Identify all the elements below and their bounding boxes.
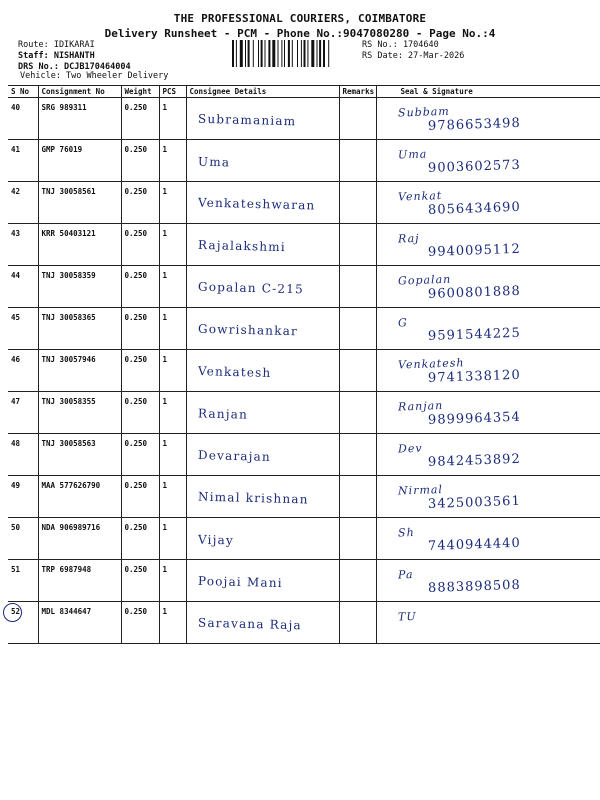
remarks-cell: [339, 518, 376, 560]
consignee-cell: [186, 182, 339, 224]
signature-phone: 9741338120: [427, 367, 521, 387]
pcs-cell: 1: [159, 392, 186, 434]
remarks-cell: [339, 560, 376, 602]
table-row: [8, 392, 600, 434]
vehicle-label: Vehicle: Two Wheeler Delivery: [20, 71, 169, 81]
pcs-cell: 1: [159, 98, 186, 140]
signature-name: Dev: [397, 441, 423, 456]
signature-name: Subbam: [397, 104, 450, 120]
col-header-weight: Weight: [121, 86, 159, 98]
signature-phone: 9899964354: [427, 409, 521, 429]
signature-cell: [376, 98, 600, 140]
remarks-cell: [339, 434, 376, 476]
consignment-cell: TRP 6987948: [38, 560, 121, 602]
weight-cell: 0.250: [121, 602, 159, 644]
table-row: [8, 266, 600, 308]
consignee-cell: [186, 560, 339, 602]
consignee-handwritten-name: Gowrishankar: [197, 321, 298, 339]
remarks-cell: [339, 266, 376, 308]
consignee-cell: [186, 518, 339, 560]
sno-cell: 51: [8, 560, 38, 602]
signature-phone: 8883898508: [427, 577, 521, 597]
consignee-handwritten-name: Rajalakshmi: [197, 237, 286, 255]
table-row: [8, 602, 600, 644]
consignment-cell: GMP 76019: [38, 140, 121, 182]
remarks-cell: [339, 476, 376, 518]
table-row: [8, 560, 600, 602]
consignee-cell: [186, 140, 339, 182]
consignee-cell: [186, 98, 339, 140]
consignment-cell: TNJ 30058355: [38, 392, 121, 434]
remarks-cell: [339, 392, 376, 434]
drs-label: DRS No.: DCJB170464004: [18, 62, 131, 72]
consignee-handwritten-name: Venkateshwaran: [197, 195, 316, 213]
barcode: [232, 40, 358, 67]
pcs-cell: 1: [159, 266, 186, 308]
signature-phone: 7440944440: [427, 535, 521, 555]
route-info: [18, 40, 131, 73]
weight-cell: 0.250: [121, 308, 159, 350]
consignee-cell: [186, 266, 339, 308]
consignment-cell: NDA 906989716: [38, 518, 121, 560]
pcs-cell: 1: [159, 602, 186, 644]
consignment-cell: TNJ 30058359: [38, 266, 121, 308]
weight-cell: 0.250: [121, 140, 159, 182]
signature-name: Uma: [397, 147, 428, 162]
signature-cell: [376, 182, 600, 224]
col-header-remarks: Remarks: [339, 86, 376, 98]
consignee-handwritten-name: Poojai Mani: [197, 573, 283, 591]
col-header-pcs: PCS: [159, 86, 186, 98]
sno-cell: 41: [8, 140, 38, 182]
circled-row-mark: [3, 603, 22, 622]
consignment-cell: SRG 989311: [38, 98, 121, 140]
weight-cell: 0.250: [121, 518, 159, 560]
company-title: THE PROFESSIONAL COURIERS, COIMBATORE: [173, 12, 427, 25]
weight-cell: 0.250: [121, 98, 159, 140]
sno-cell: 48: [8, 434, 38, 476]
weight-cell: 0.250: [121, 182, 159, 224]
table-row: [8, 350, 600, 392]
col-header-consignee: Consignee Details: [186, 86, 339, 98]
signature-name: TU: [397, 609, 417, 624]
rs-number: RS No.: 1704640: [362, 40, 439, 50]
consignee-cell: [186, 434, 339, 476]
consignment-cell: MDL 8344647: [38, 602, 121, 644]
pcs-cell: 1: [159, 224, 186, 266]
signature-name: Pa: [397, 567, 414, 582]
signature-phone: 9786653498: [427, 115, 521, 135]
table-row: [8, 140, 600, 182]
signature-phone: 3425003561: [427, 493, 521, 513]
consignment-cell: KRR 50403121: [38, 224, 121, 266]
table-row: [8, 182, 600, 224]
signature-cell: [376, 350, 600, 392]
consignment-cell: MAA 577626790: [38, 476, 121, 518]
signature-cell: [376, 476, 600, 518]
consignee-handwritten-name: Nimal krishnan: [197, 489, 309, 507]
consignee-handwritten-name: Ranjan: [197, 406, 248, 422]
signature-name: Nirmal: [397, 482, 443, 498]
consignee-cell: [186, 224, 339, 266]
signature-cell: [376, 392, 600, 434]
signature-name: G: [397, 316, 408, 330]
table-header-row: [8, 86, 600, 98]
consignee-handwritten-name: Uma: [197, 154, 230, 170]
runsheet-table: [8, 85, 600, 644]
weight-cell: 0.250: [121, 434, 159, 476]
pcs-cell: 1: [159, 560, 186, 602]
signature-cell: [376, 434, 600, 476]
consignee-cell: [186, 392, 339, 434]
weight-cell: 0.250: [121, 350, 159, 392]
consignee-handwritten-name: Subramaniam: [197, 111, 297, 129]
sno-cell: 42: [8, 182, 38, 224]
remarks-cell: [339, 98, 376, 140]
table-row: [8, 518, 600, 560]
consignee-handwritten-name: Saravana Raja: [197, 615, 302, 633]
consignment-cell: TNJ 30058563: [38, 434, 121, 476]
signature-cell: [376, 518, 600, 560]
col-header-signature: Seal & Signature: [376, 86, 600, 98]
remarks-cell: [339, 308, 376, 350]
remarks-cell: [339, 140, 376, 182]
rs-info: [362, 40, 464, 62]
signature-name: Gopalan: [397, 272, 451, 288]
signature-name: Ranjan: [397, 398, 443, 414]
weight-cell: 0.250: [121, 224, 159, 266]
sno-cell: 43: [8, 224, 38, 266]
signature-cell: [376, 560, 600, 602]
sno-cell: 46: [8, 350, 38, 392]
signature-name: Raj: [397, 231, 420, 246]
staff-label: Staff: NISHANTH: [18, 51, 95, 61]
signature-cell: [376, 602, 600, 644]
sno-cell: 49: [8, 476, 38, 518]
consignment-cell: TNJ 30057946: [38, 350, 121, 392]
consignee-handwritten-name: Venkatesh: [197, 364, 272, 380]
signature-cell: [376, 224, 600, 266]
pcs-cell: 1: [159, 350, 186, 392]
rs-date: RS Date: 27-Mar-2026: [362, 51, 465, 61]
table-row: [8, 476, 600, 518]
pcs-cell: 1: [159, 182, 186, 224]
signature-phone: 9591544225: [427, 325, 521, 345]
col-header-sno: S No: [8, 86, 38, 98]
consignee-cell: [186, 476, 339, 518]
runsheet-subtitle: Delivery Runsheet - PCM - Phone No.:9047080280 - Page No.:4: [104, 27, 496, 40]
weight-cell: 0.250: [121, 560, 159, 602]
remarks-cell: [339, 182, 376, 224]
sno-cell: 50: [8, 518, 38, 560]
remarks-cell: [339, 350, 376, 392]
consignee-cell: [186, 350, 339, 392]
weight-cell: 0.250: [121, 266, 159, 308]
signature-phone: 9600801888: [427, 283, 521, 303]
signature-cell: [376, 140, 600, 182]
weight-cell: 0.250: [121, 476, 159, 518]
table-row: [8, 98, 600, 140]
pcs-cell: 1: [159, 476, 186, 518]
signature-name: Sh: [397, 525, 415, 540]
signature-phone: 9842453892: [427, 451, 521, 471]
signature-phone: 8056434690: [427, 199, 521, 219]
consignment-cell: TNJ 30058365: [38, 308, 121, 350]
consignment-cell: TNJ 30058561: [38, 182, 121, 224]
signature-cell: [376, 308, 600, 350]
signature-phone: 9003602573: [427, 157, 521, 177]
sno-cell: 47: [8, 392, 38, 434]
remarks-cell: [339, 602, 376, 644]
route-label: Route: IDIKARAI: [18, 40, 95, 50]
table-row: [8, 308, 600, 350]
pcs-cell: 1: [159, 518, 186, 560]
pcs-cell: 1: [159, 140, 186, 182]
table-row: [8, 434, 600, 476]
signature-cell: [376, 266, 600, 308]
signature-phone: 9940095112: [427, 241, 521, 261]
pcs-cell: 1: [159, 434, 186, 476]
signature-name: Venkatesh: [397, 356, 465, 372]
sno-cell: 45: [8, 308, 38, 350]
consignee-handwritten-name: Gopalan C-215: [197, 279, 304, 297]
col-header-consignment: Consignment No: [38, 86, 121, 98]
pcs-cell: 1: [159, 308, 186, 350]
weight-cell: 0.250: [121, 392, 159, 434]
consignee-handwritten-name: Vijay: [197, 532, 234, 548]
sno-cell: 40: [8, 98, 38, 140]
consignee-handwritten-name: Devarajan: [197, 448, 271, 464]
consignee-cell: [186, 602, 339, 644]
sno-cell: 44: [8, 266, 38, 308]
table-row: [8, 224, 600, 266]
consignee-cell: [186, 308, 339, 350]
signature-name: Venkat: [397, 188, 442, 204]
sno-cell: 52: [8, 602, 38, 644]
remarks-cell: [339, 224, 376, 266]
